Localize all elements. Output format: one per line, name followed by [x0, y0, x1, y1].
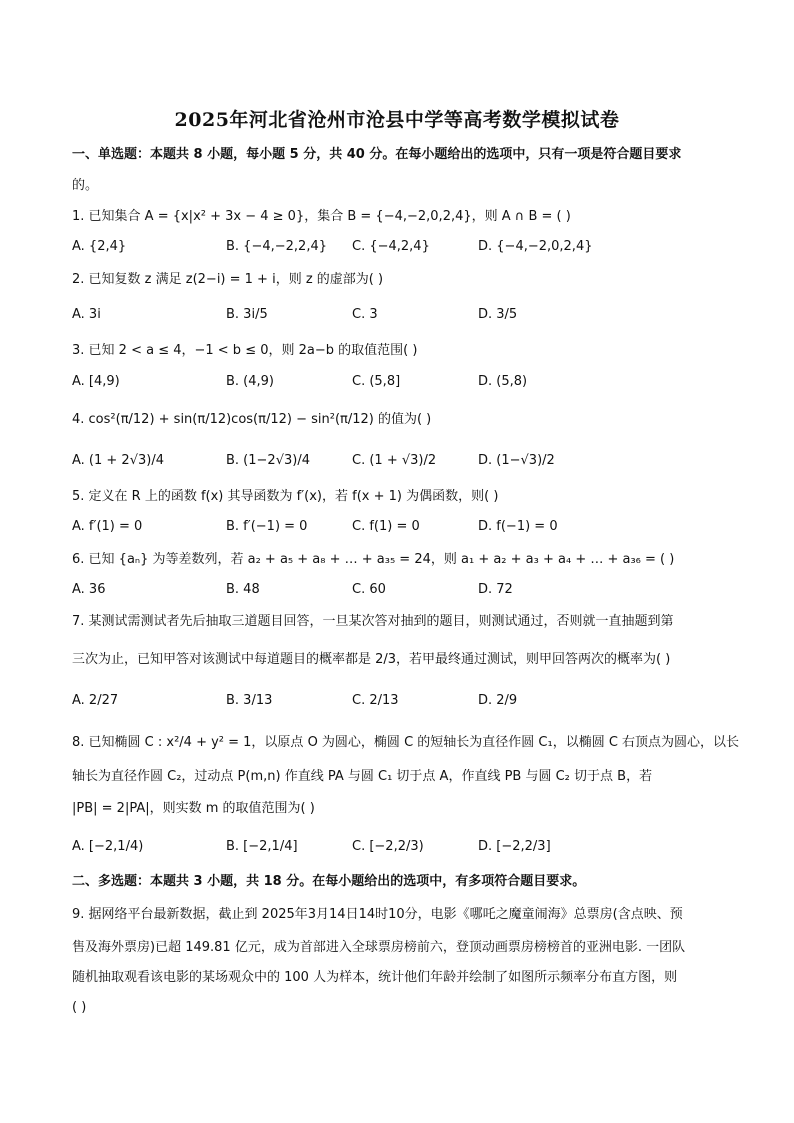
option-d[interactable]: D. 2/9 — [478, 693, 518, 708]
question-6-stem: 6. 已知 {aₙ} 为等差数列，若 a₂ + a₅ + a₈ + … + a₃₅ = 24，则 a₁ + a₂ + a₃ + a₄ + … + a₃₆ = ( ) — [72, 552, 675, 567]
option-a[interactable]: A. (1 + 2√3)/4 — [72, 453, 164, 468]
question-1-options — [72, 236, 732, 258]
question-3-stem: 3. 已知 2 < a ≤ 4，−1 < b ≤ 0，则 2a−b 的取值范围( ) — [72, 343, 418, 358]
question-7-options — [72, 690, 732, 712]
question-8-stem-line3: |PB| = 2|PA|，则实数 m 的取值范围为( ) — [72, 801, 315, 816]
question-2-stem: 2. 已知复数 z 满足 z(2−i) = 1 + i，则 z 的虚部为( ) — [72, 272, 384, 287]
option-b[interactable]: B. 3/13 — [226, 693, 273, 708]
option-b[interactable]: B. 3i/5 — [226, 307, 268, 322]
option-a[interactable]: A. {2,4} — [72, 239, 127, 254]
option-a[interactable]: A. [4,9) — [72, 374, 120, 389]
option-a[interactable]: A. 3i — [72, 307, 101, 322]
option-c[interactable]: C. 2/13 — [352, 693, 399, 708]
option-b[interactable]: B. (4,9) — [226, 374, 275, 389]
question-9-stem-line4: ( ) — [72, 1000, 87, 1015]
option-d[interactable]: D. [−2,2/3] — [478, 839, 551, 854]
section1-heading: 一、单选题：本题共 8 小题，每小题 5 分，共 40 分。在每小题给出的选项中，只有一项是符合题目要求 — [72, 147, 682, 162]
option-c[interactable]: C. f(1) = 0 — [352, 519, 420, 534]
option-d[interactable]: D. f(−1) = 0 — [478, 519, 558, 534]
question-4-stem: 4. cos²(π/12) + sin(π/12)cos(π/12) − sin²(π/12) 的值为( ) — [72, 412, 432, 427]
question-9-stem-line3: 随机抽取观看该电影的某场观众中的 100 人为样本，统计他们年龄并绘制了如图所示频率分布直方图，则 — [72, 970, 678, 985]
option-c[interactable]: C. (1 + √3)/2 — [352, 453, 437, 468]
option-c[interactable]: C. [−2,2/3) — [352, 839, 424, 854]
option-c[interactable]: C. {−4,2,4} — [352, 239, 430, 254]
question-8-stem-line2: 轴长为直径作圆 C₂，过动点 P(m,n) 作直线 PA 与圆 C₁ 切于点 A，作直线 PB 与圆 C₂ 切于点 B，若 — [72, 769, 653, 784]
option-d[interactable]: D. (5,8) — [478, 374, 528, 389]
option-d[interactable]: D. 3/5 — [478, 307, 518, 322]
option-b[interactable]: B. (1−2√3)/4 — [226, 453, 310, 468]
question-5-stem: 5. 定义在 R 上的函数 f(x) 其导函数为 f′(x)，若 f(x + 1) 为偶函数，则( ) — [72, 489, 499, 504]
question-9-stem-line1: 9. 据网络平台最新数据，截止到 2025年3月14日14时10分，电影《哪吒之魔童闹海》总票房(含点映、预 — [72, 907, 683, 922]
option-a[interactable]: A. 2/27 — [72, 693, 119, 708]
option-b[interactable]: B. 48 — [226, 582, 260, 597]
option-d[interactable]: D. (1−√3)/2 — [478, 453, 555, 468]
option-a[interactable]: A. f′(1) = 0 — [72, 519, 143, 534]
question-5-options — [72, 516, 732, 538]
option-c[interactable]: C. 3 — [352, 307, 378, 322]
page-title: 2025年河北省沧州市沧县中学等高考数学模拟试卷 — [174, 109, 620, 131]
question-7-stem-line2: 三次为止，已知甲答对该测试中每道题目的概率都是 2/3，若甲最终通过测试，则甲回答两次的概率为( ) — [72, 652, 671, 667]
option-b[interactable]: B. f′(−1) = 0 — [226, 519, 308, 534]
option-c[interactable]: C. 60 — [352, 582, 386, 597]
question-8-stem-line1: 8. 已知椭圆 C : x²/4 + y² = 1，以原点 O 为圆心，椭圆 C 的短轴长为直径作圆 C₁，以椭圆 C 右顶点为圆心，以长 — [72, 735, 740, 750]
option-a[interactable]: A. [−2,1/4) — [72, 839, 144, 854]
question-8-options — [72, 836, 732, 858]
option-b[interactable]: B. {−4,−2,2,4} — [226, 239, 327, 254]
option-c[interactable]: C. (5,8] — [352, 374, 401, 389]
question-3-options — [72, 371, 732, 393]
question-7-stem-line1: 7. 某测试需测试者先后抽取三道题目回答，一旦某次答对抽到的题目，则测试通过，否则就一直抽题到第 — [72, 614, 674, 629]
question-2-options — [72, 304, 732, 326]
option-a[interactable]: A. 36 — [72, 582, 106, 597]
option-b[interactable]: B. [−2,1/4] — [226, 839, 298, 854]
question-1-stem: 1. 已知集合 A = {x|x² + 3x − 4 ≥ 0}，集合 B = {−4,−2,0,2,4}，则 A ∩ B = ( ) — [72, 209, 571, 224]
section2-heading: 二、多选题：本题共 3 小题，共 18 分。在每小题给出的选项中，有多项符合题目要求。 — [72, 874, 586, 889]
question-4-options — [72, 450, 732, 472]
option-d[interactable]: D. 72 — [478, 582, 513, 597]
question-9-stem-line2: 售及海外票房)已超 149.81 亿元，成为首部进入全球票房榜前六，登顶动画票房榜榜首的亚洲电影. 一团队 — [72, 940, 686, 955]
question-6-options — [72, 579, 732, 601]
section1-heading-cont: 的。 — [72, 178, 99, 193]
option-d[interactable]: D. {−4,−2,0,2,4} — [478, 239, 593, 254]
